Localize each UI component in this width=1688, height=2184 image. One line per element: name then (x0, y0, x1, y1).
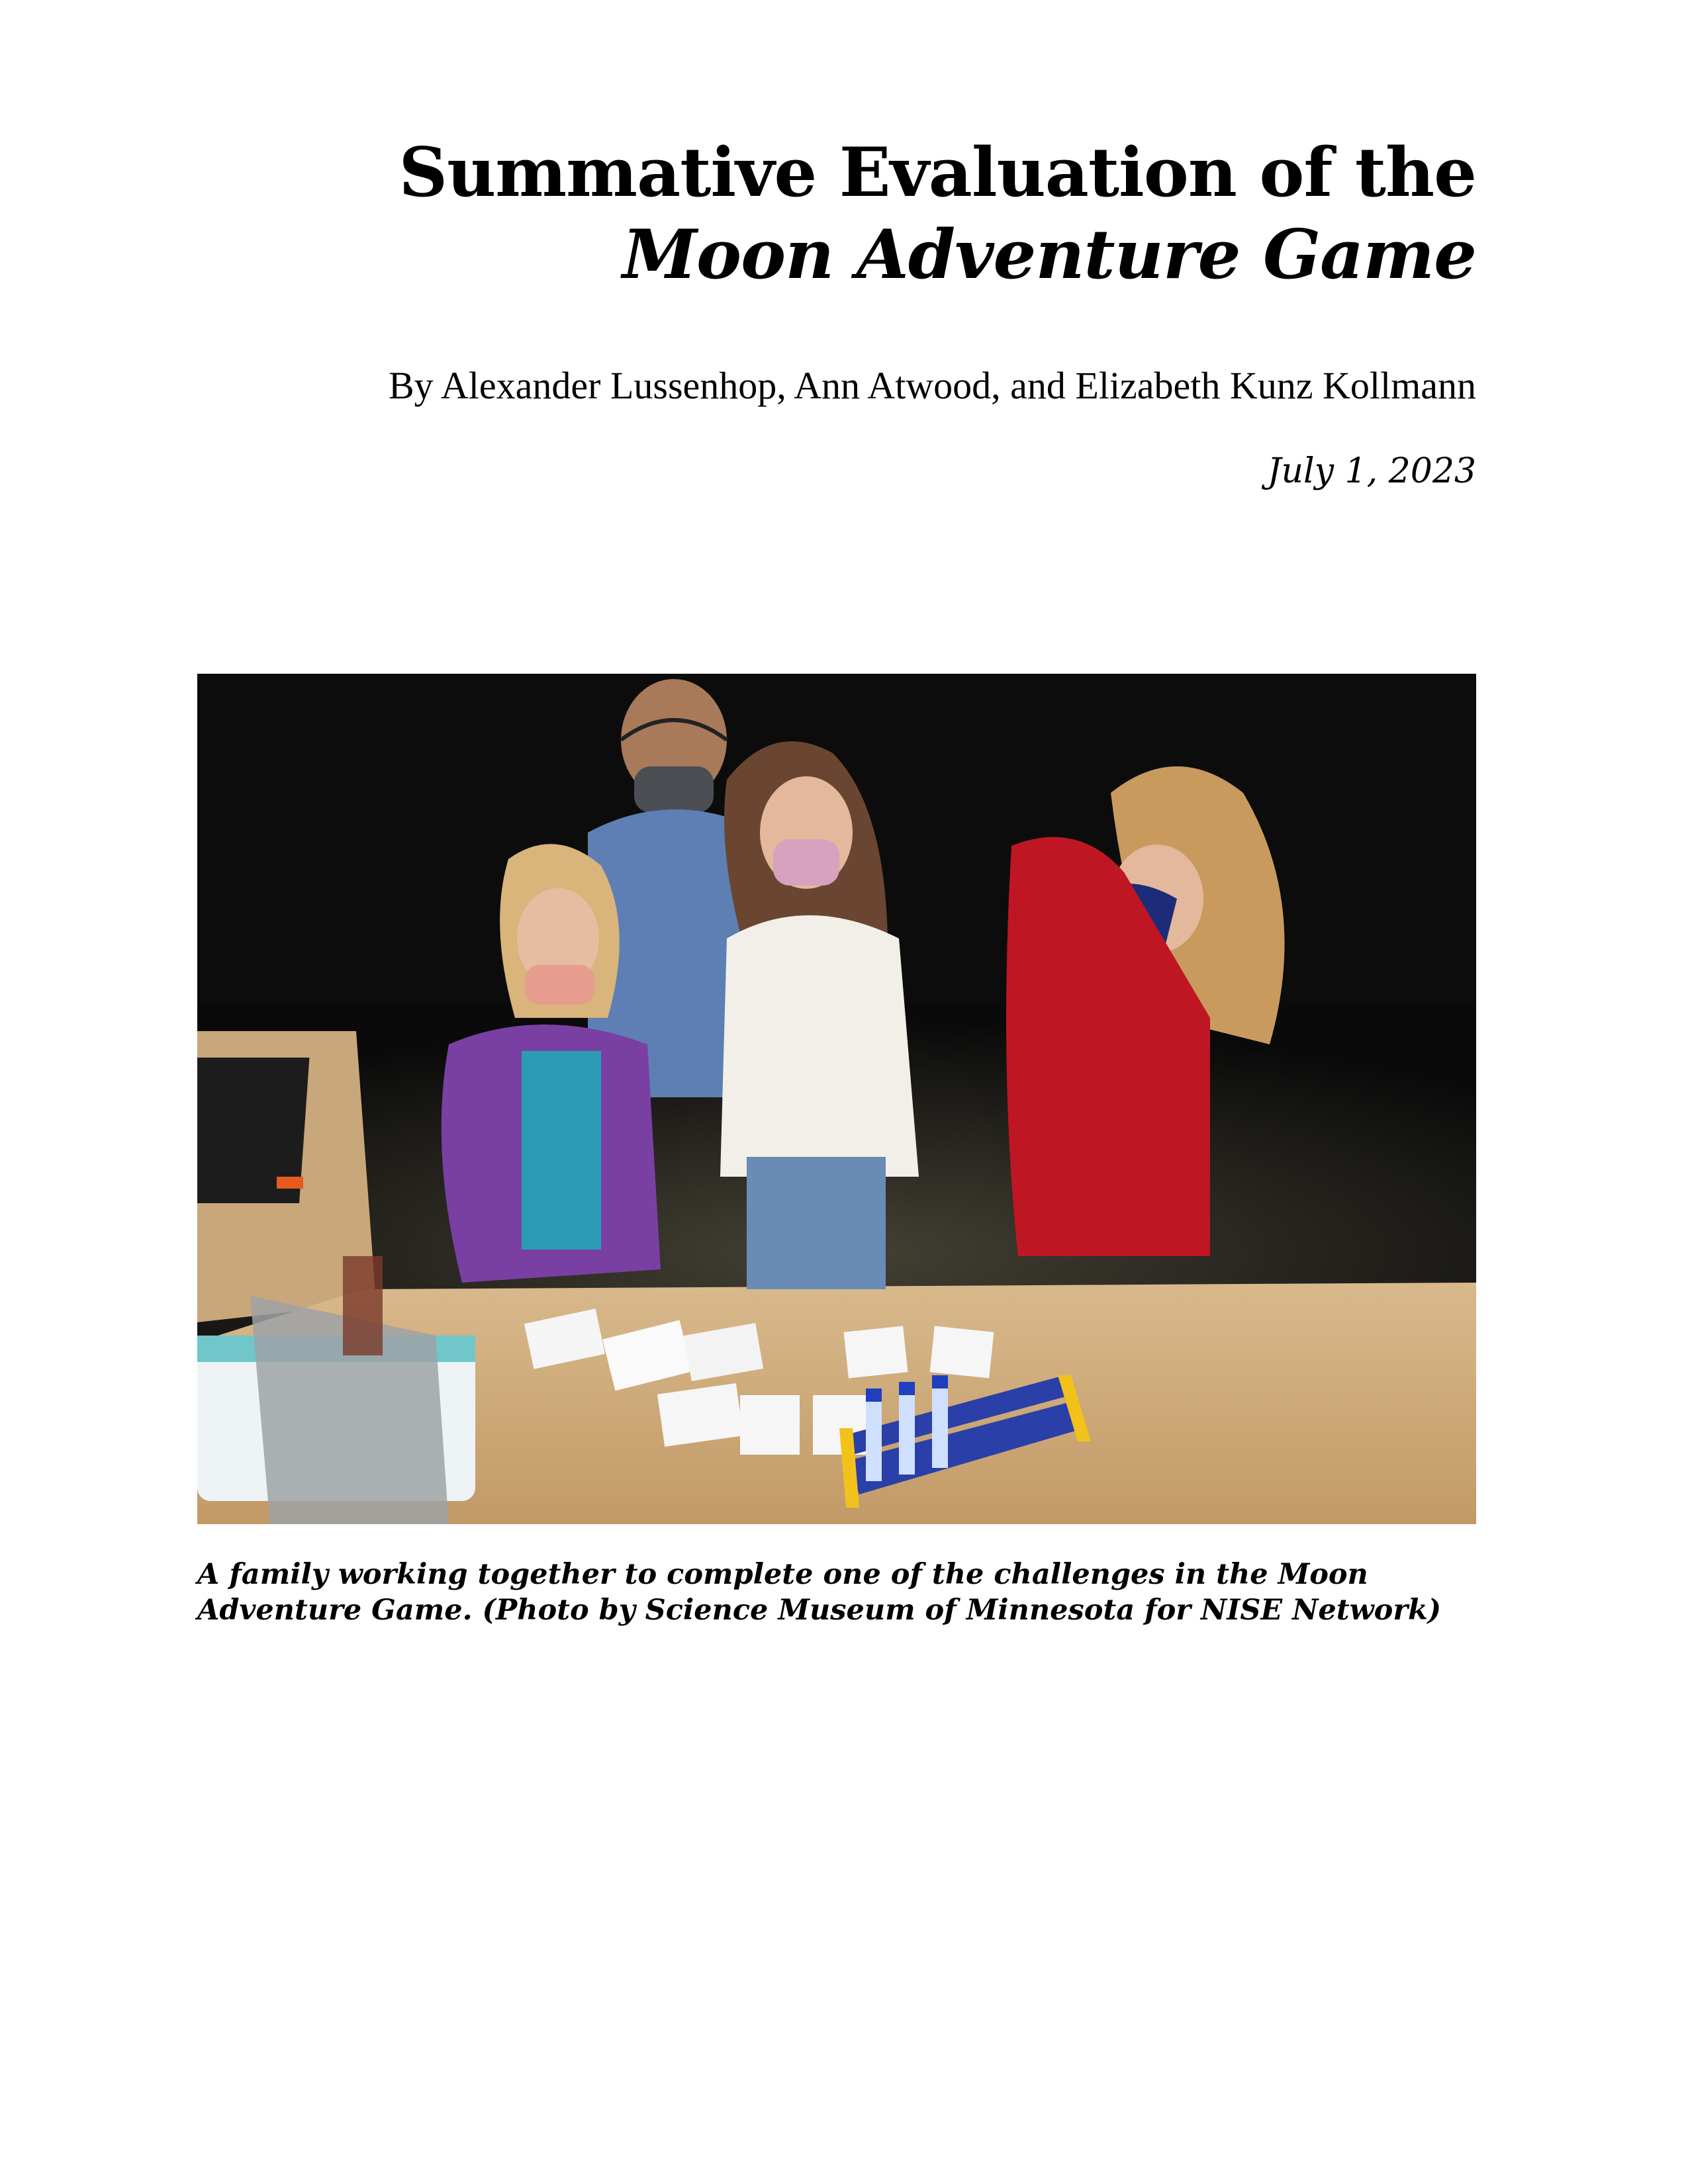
family-playing-game-photo (197, 674, 1476, 1524)
caption-line-2: Adventure Game. (Photo by Science Museum of Minnesota for NISE Network) (197, 1594, 1442, 1627)
document-title-game-name: Moon Adventure Game (622, 215, 1476, 295)
photo-caption (197, 1557, 1476, 1628)
publication-date: July 1, 2023 (1267, 451, 1476, 491)
teen-hoodie (720, 915, 919, 1177)
document-title: Summative Evaluation of the (399, 133, 1476, 212)
title-block (218, 132, 1476, 296)
teen-jeans (747, 1157, 886, 1289)
authors-byline: By Alexander Lussenhop, Ann Atwood, and Elizabeth Kunz Kollmann (388, 364, 1476, 407)
caption-line-1: A family working together to complete one of the challenges in the Moon (197, 1558, 1368, 1591)
cover-photo (197, 674, 1476, 1524)
